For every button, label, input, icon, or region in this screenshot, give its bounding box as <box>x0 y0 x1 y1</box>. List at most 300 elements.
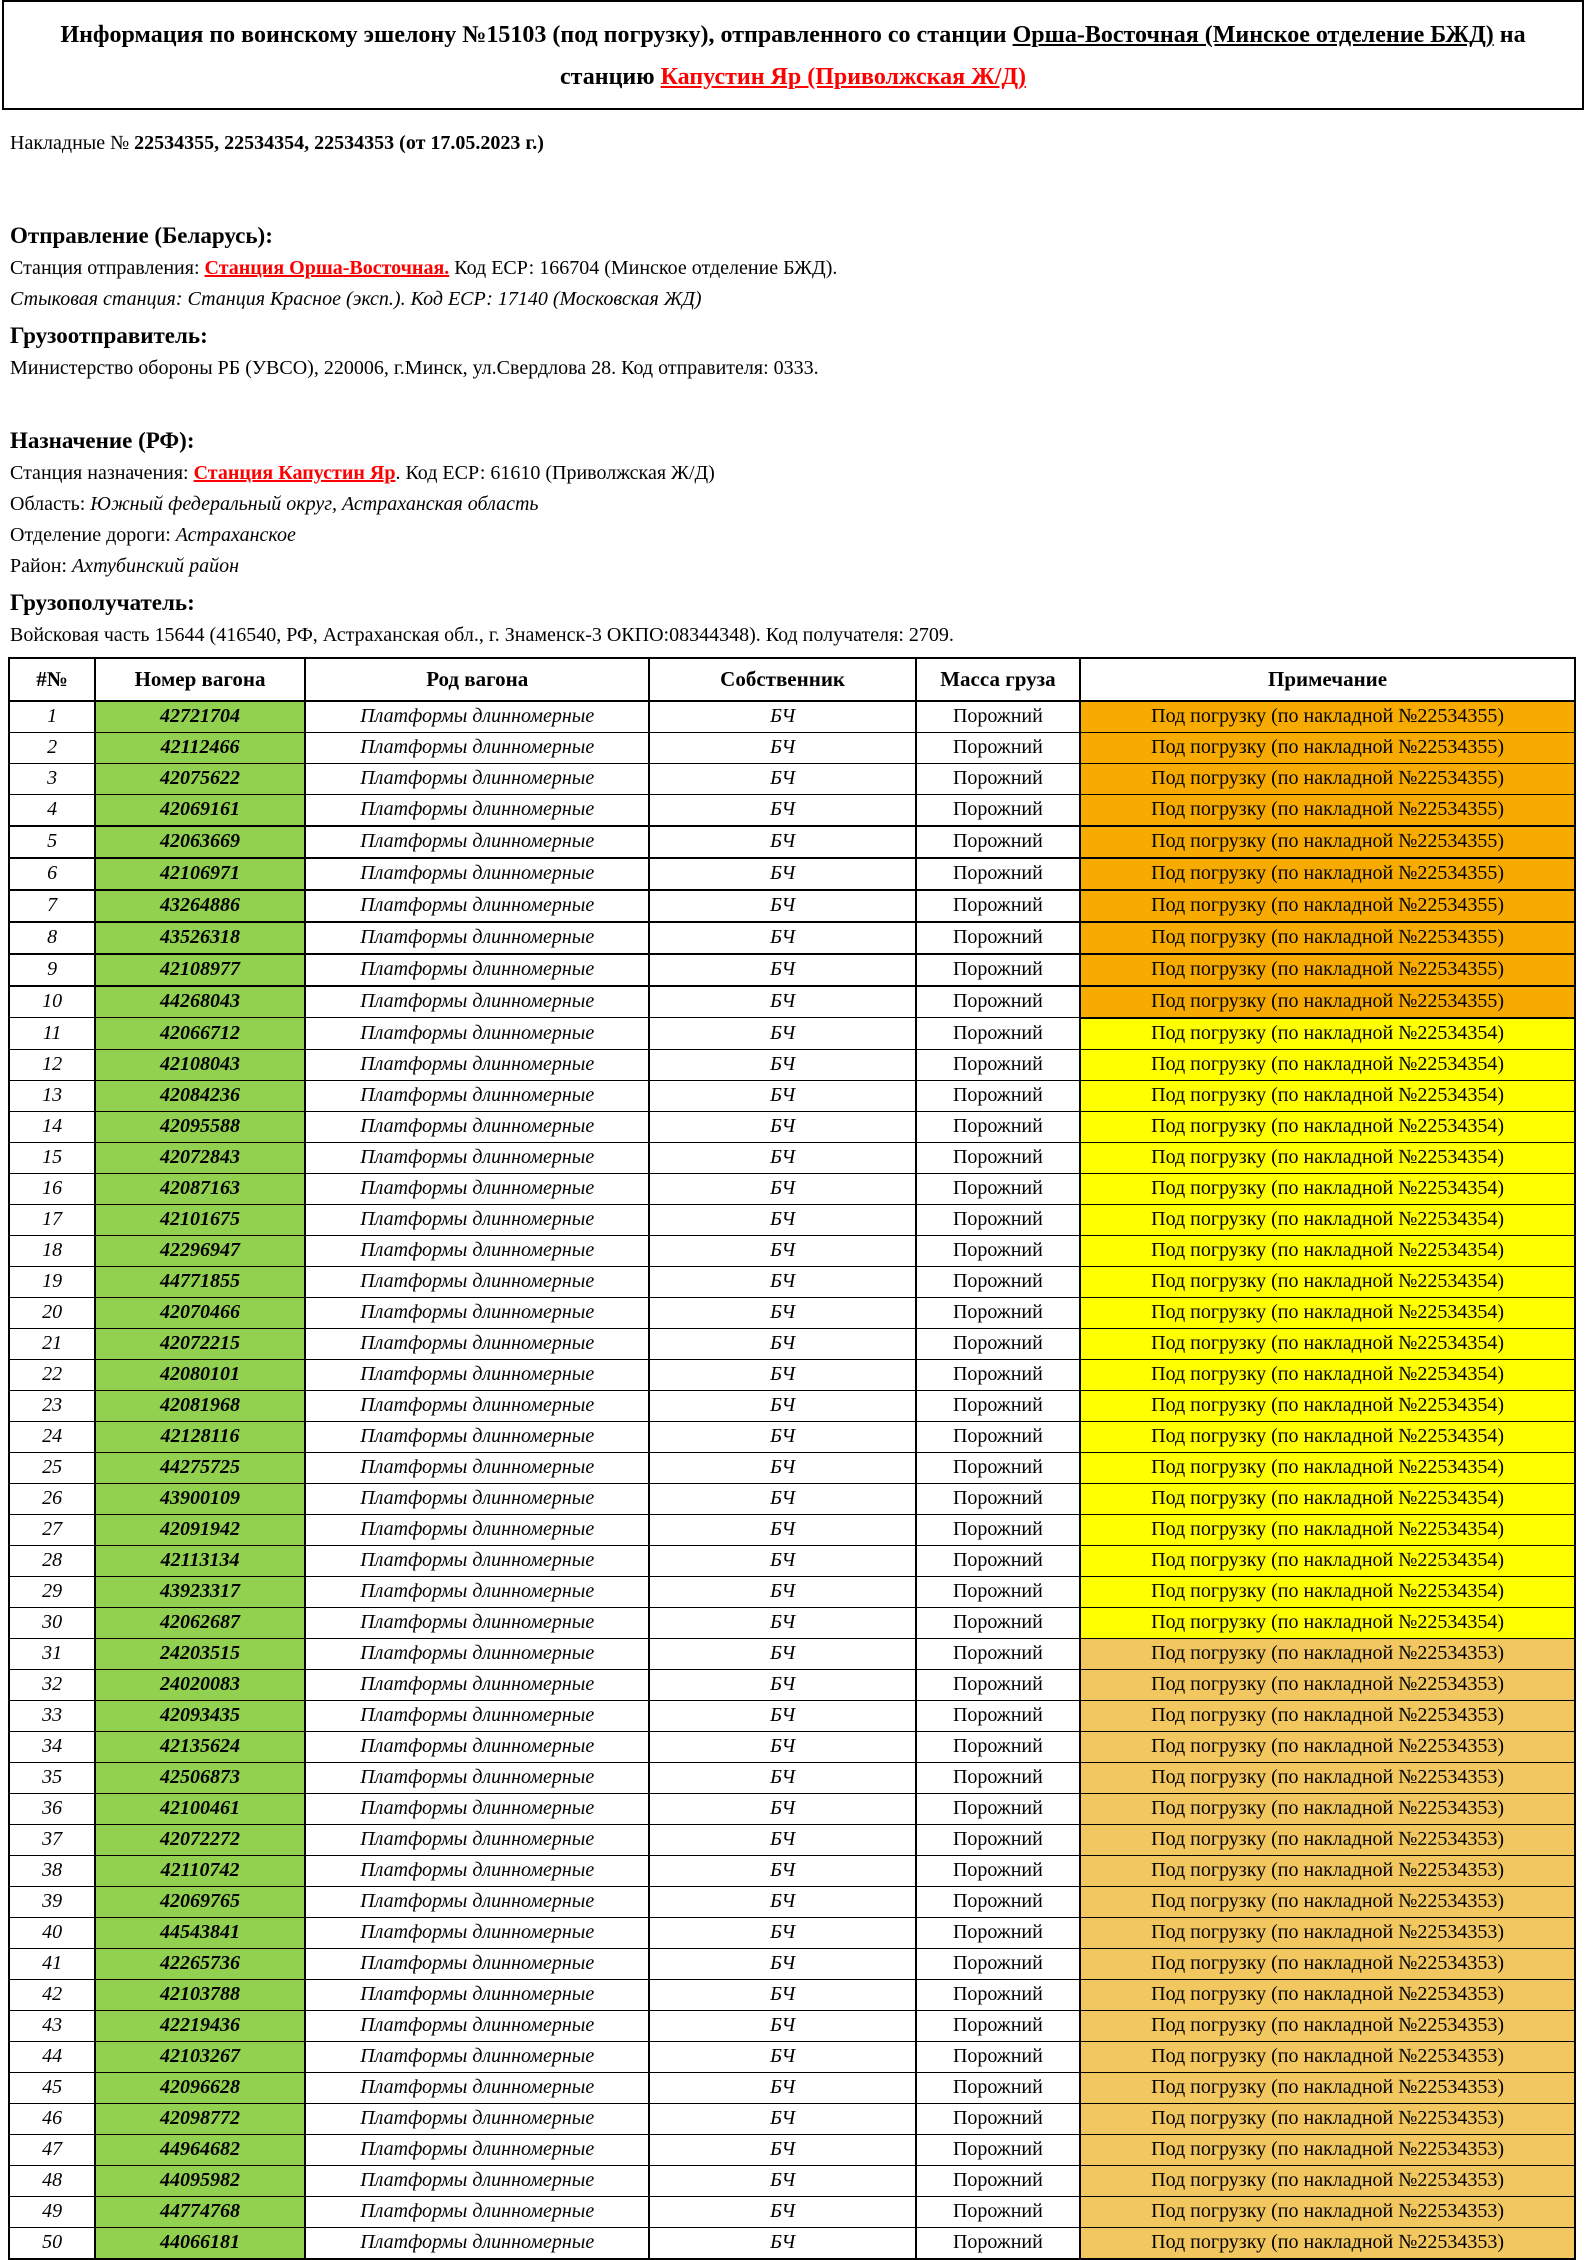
cell-num: 2 <box>9 732 95 763</box>
cell-wagon: 42080101 <box>95 1359 305 1390</box>
cell-mass: Порожний <box>916 1483 1080 1514</box>
wagon-table <box>8 657 1576 2260</box>
table-row <box>9 1328 1575 1359</box>
cell-wagon: 44095982 <box>95 2165 305 2196</box>
cell-note: Под погрузку (по накладной №22534353) <box>1080 1979 1575 2010</box>
table-row <box>9 1018 1575 1050</box>
table-row <box>9 826 1575 858</box>
cell-kind: Платформы длинномерные <box>305 1111 650 1142</box>
cell-wagon: 42098772 <box>95 2103 305 2134</box>
cell-wagon: 42066712 <box>95 1018 305 1050</box>
departure-station-label: Станция отправления: <box>10 256 205 279</box>
document-body <box>0 110 1586 651</box>
cell-note: Под погрузку (по накладной №22534353) <box>1080 1855 1575 1886</box>
cell-wagon: 44964682 <box>95 2134 305 2165</box>
cell-mass: Порожний <box>916 1204 1080 1235</box>
cell-note: Под погрузку (по накладной №22534354) <box>1080 1514 1575 1545</box>
cell-owner: БЧ <box>649 2134 915 2165</box>
cell-note: Под погрузку (по накладной №22534353) <box>1080 2134 1575 2165</box>
cell-kind: Платформы длинномерные <box>305 1700 650 1731</box>
cell-note: Под погрузку (по накладной №22534354) <box>1080 1328 1575 1359</box>
departure-station-details: Код ЕСР: 166704 (Минское отделение БЖД). <box>449 256 838 279</box>
destination-station-name: Станция Капустин Яр <box>193 461 396 484</box>
cell-kind: Платформы длинномерные <box>305 1948 650 1979</box>
cell-mass: Порожний <box>916 2010 1080 2041</box>
cell-owner: БЧ <box>649 1204 915 1235</box>
cell-wagon: 42100461 <box>95 1793 305 1824</box>
column-header: Номер вагона <box>95 658 305 701</box>
table-row <box>9 1762 1575 1793</box>
table-row <box>9 1142 1575 1173</box>
cell-kind: Платформы длинномерные <box>305 794 650 826</box>
departure-heading: Отправление (Беларусь): <box>10 223 273 248</box>
cell-kind: Платформы длинномерные <box>305 2103 650 2134</box>
cell-note: Под погрузку (по накладной №22534354) <box>1080 1235 1575 1266</box>
cell-note: Под погрузку (по накладной №22534353) <box>1080 1700 1575 1731</box>
table-row <box>9 701 1575 733</box>
cell-owner: БЧ <box>649 1049 915 1080</box>
cell-owner: БЧ <box>649 1452 915 1483</box>
cell-num: 20 <box>9 1297 95 1328</box>
table-row <box>9 1576 1575 1607</box>
table-row <box>9 1886 1575 1917</box>
cell-owner: БЧ <box>649 1173 915 1204</box>
cell-note: Под погрузку (по накладной №22534355) <box>1080 763 1575 794</box>
cell-note: Под погрузку (по накладной №22534354) <box>1080 1359 1575 1390</box>
cell-owner: БЧ <box>649 794 915 826</box>
cell-note: Под погрузку (по накладной №22534353) <box>1080 2196 1575 2227</box>
cell-num: 34 <box>9 1731 95 1762</box>
cell-num: 16 <box>9 1173 95 1204</box>
cell-owner: БЧ <box>649 1700 915 1731</box>
cell-num: 18 <box>9 1235 95 1266</box>
cell-kind: Платформы длинномерные <box>305 1793 650 1824</box>
cell-wagon: 42072272 <box>95 1824 305 1855</box>
cell-wagon: 42219436 <box>95 2010 305 2041</box>
cell-note: Под погрузку (по накладной №22534353) <box>1080 2072 1575 2103</box>
cell-mass: Порожний <box>916 1142 1080 1173</box>
cell-wagon: 42108043 <box>95 1049 305 1080</box>
shipper-details: Министерство обороны РБ (УВСО), 220006, г.Минск, ул.Свердлова 28. Код отправителя: 0333. <box>10 356 819 379</box>
table-row <box>9 1452 1575 1483</box>
cell-mass: Порожний <box>916 1607 1080 1638</box>
cell-wagon: 42721704 <box>95 701 305 733</box>
table-row <box>9 1111 1575 1142</box>
cell-kind: Платформы длинномерные <box>305 1421 650 1452</box>
document-title <box>2 0 1584 110</box>
division-line <box>10 520 1576 551</box>
cell-wagon: 24203515 <box>95 1638 305 1669</box>
cell-wagon: 44066181 <box>95 2227 305 2259</box>
cell-kind: Платформы длинномерные <box>305 2165 650 2196</box>
cell-kind: Платформы длинномерные <box>305 2134 650 2165</box>
table-row <box>9 1483 1575 1514</box>
table-row <box>9 1607 1575 1638</box>
cell-owner: БЧ <box>649 1731 915 1762</box>
cell-kind: Платформы длинномерные <box>305 1762 650 1793</box>
cell-owner: БЧ <box>649 1638 915 1669</box>
cell-mass: Порожний <box>916 2072 1080 2103</box>
cell-note: Под погрузку (по накладной №22534354) <box>1080 1173 1575 1204</box>
table-row <box>9 1700 1575 1731</box>
cell-note: Под погрузку (по накладной №22534355) <box>1080 794 1575 826</box>
departure-station-line <box>10 253 1576 284</box>
cell-mass: Порожний <box>916 2134 1080 2165</box>
cell-wagon: 42070466 <box>95 1297 305 1328</box>
table-row <box>9 1359 1575 1390</box>
cell-mass: Порожний <box>916 2103 1080 2134</box>
cell-mass: Порожний <box>916 1297 1080 1328</box>
cell-mass: Порожний <box>916 1545 1080 1576</box>
cell-kind: Платформы длинномерные <box>305 954 650 986</box>
table-row <box>9 732 1575 763</box>
cell-note: Под погрузку (по накладной №22534355) <box>1080 954 1575 986</box>
cell-owner: БЧ <box>649 1297 915 1328</box>
cell-kind: Платформы длинномерные <box>305 1917 650 1948</box>
cell-wagon: 42106971 <box>95 858 305 890</box>
cell-wagon: 42108977 <box>95 954 305 986</box>
cell-note: Под погрузку (по накладной №22534355) <box>1080 701 1575 733</box>
cell-num: 41 <box>9 1948 95 1979</box>
waybills-line <box>10 128 1576 159</box>
cell-kind: Платформы длинномерные <box>305 1328 650 1359</box>
cell-num: 40 <box>9 1917 95 1948</box>
cell-note: Под погрузку (по накладной №22534354) <box>1080 1483 1575 1514</box>
cell-kind: Платформы длинномерные <box>305 1235 650 1266</box>
table-row <box>9 1080 1575 1111</box>
cell-mass: Порожний <box>916 858 1080 890</box>
district-line <box>10 551 1576 582</box>
cell-mass: Порожний <box>916 1762 1080 1793</box>
cell-wagon: 42095588 <box>95 1111 305 1142</box>
cell-owner: БЧ <box>649 1824 915 1855</box>
cell-wagon: 44543841 <box>95 1917 305 1948</box>
table-row <box>9 986 1575 1018</box>
cell-mass: Порожний <box>916 2196 1080 2227</box>
cell-mass: Порожний <box>916 1824 1080 1855</box>
table-row <box>9 2010 1575 2041</box>
column-header: Примечание <box>1080 658 1575 701</box>
cell-note: Под погрузку (по накладной №22534354) <box>1080 1049 1575 1080</box>
table-row <box>9 922 1575 954</box>
cell-mass: Порожний <box>916 1700 1080 1731</box>
table-row <box>9 954 1575 986</box>
cell-num: 44 <box>9 2041 95 2072</box>
cell-wagon: 42072843 <box>95 1142 305 1173</box>
table-row <box>9 1917 1575 1948</box>
cell-mass: Порожний <box>916 1979 1080 2010</box>
cell-note: Под погрузку (по накладной №22534353) <box>1080 2227 1575 2259</box>
cell-note: Под погрузку (по накладной №22534354) <box>1080 1204 1575 1235</box>
table-row <box>9 2072 1575 2103</box>
cell-owner: БЧ <box>649 1266 915 1297</box>
destination-heading: Назначение (РФ): <box>10 427 195 453</box>
consignee-heading: Грузополучатель: <box>10 589 195 615</box>
cell-kind: Платформы длинномерные <box>305 1545 650 1576</box>
cell-owner: БЧ <box>649 1328 915 1359</box>
cell-owner: БЧ <box>649 826 915 858</box>
cell-num: 50 <box>9 2227 95 2259</box>
cell-kind: Платформы длинномерные <box>305 732 650 763</box>
cell-kind: Платформы длинномерные <box>305 1359 650 1390</box>
table-row <box>9 1979 1575 2010</box>
table-row <box>9 794 1575 826</box>
cell-num: 23 <box>9 1390 95 1421</box>
cell-mass: Порожний <box>916 1080 1080 1111</box>
cell-note: Под погрузку (по накладной №22534354) <box>1080 1390 1575 1421</box>
cell-mass: Порожний <box>916 794 1080 826</box>
table-row <box>9 1669 1575 1700</box>
cell-num: 14 <box>9 1111 95 1142</box>
cell-kind: Платформы длинномерные <box>305 1576 650 1607</box>
cell-owner: БЧ <box>649 1142 915 1173</box>
cell-note: Под погрузку (по накладной №22534353) <box>1080 2010 1575 2041</box>
cell-owner: БЧ <box>649 1359 915 1390</box>
cell-wagon: 24020083 <box>95 1669 305 1700</box>
table-row <box>9 1421 1575 1452</box>
cell-wagon: 42081968 <box>95 1390 305 1421</box>
cell-owner: БЧ <box>649 2072 915 2103</box>
cell-note: Под погрузку (по накладной №22534353) <box>1080 1762 1575 1793</box>
cell-mass: Порожний <box>916 1514 1080 1545</box>
cell-mass: Порожний <box>916 922 1080 954</box>
cell-mass: Порожний <box>916 701 1080 733</box>
cell-kind: Платформы длинномерные <box>305 858 650 890</box>
table-row <box>9 1173 1575 1204</box>
cell-num: 19 <box>9 1266 95 1297</box>
departure-station-name: Станция Орша-Восточная. <box>204 256 450 279</box>
table-row <box>9 1638 1575 1669</box>
cell-num: 47 <box>9 2134 95 2165</box>
cell-wagon: 44774768 <box>95 2196 305 2227</box>
cell-mass: Порожний <box>916 1793 1080 1824</box>
cell-kind: Платформы длинномерные <box>305 986 650 1018</box>
cell-note: Под погрузку (по накладной №22534353) <box>1080 1917 1575 1948</box>
cell-num: 15 <box>9 1142 95 1173</box>
cell-kind: Платформы длинномерные <box>305 1173 650 1204</box>
cell-wagon: 42096628 <box>95 2072 305 2103</box>
table-row <box>9 1855 1575 1886</box>
cell-num: 11 <box>9 1018 95 1050</box>
table-row <box>9 1731 1575 1762</box>
cell-wagon: 43900109 <box>95 1483 305 1514</box>
cell-note: Под погрузку (по накладной №22534353) <box>1080 2103 1575 2134</box>
cell-mass: Порожний <box>916 1235 1080 1266</box>
table-row <box>9 858 1575 890</box>
cell-kind: Платформы длинномерные <box>305 2072 650 2103</box>
table-row <box>9 1266 1575 1297</box>
cell-note: Под погрузку (по накладной №22534354) <box>1080 1576 1575 1607</box>
cell-mass: Порожний <box>916 1948 1080 1979</box>
cell-num: 33 <box>9 1700 95 1731</box>
cell-num: 49 <box>9 2196 95 2227</box>
cell-kind: Платформы длинномерные <box>305 890 650 922</box>
cell-owner: БЧ <box>649 1979 915 2010</box>
cell-owner: БЧ <box>649 890 915 922</box>
cell-num: 9 <box>9 954 95 986</box>
cell-wagon: 42063669 <box>95 826 305 858</box>
cell-note: Под погрузку (по накладной №22534353) <box>1080 1669 1575 1700</box>
cell-kind: Платформы длинномерные <box>305 2041 650 2072</box>
shipper-heading: Грузоотправитель: <box>10 322 208 348</box>
cell-note: Под погрузку (по накладной №22534355) <box>1080 922 1575 954</box>
cell-owner: БЧ <box>649 2227 915 2259</box>
cell-mass: Порожний <box>916 1421 1080 1452</box>
cell-wagon: 42084236 <box>95 1080 305 1111</box>
cell-kind: Платформы длинномерные <box>305 922 650 954</box>
cell-kind: Платформы длинномерные <box>305 1080 650 1111</box>
cell-wagon: 44771855 <box>95 1266 305 1297</box>
title-text-middle: на станцию <box>560 22 1526 90</box>
table-row <box>9 1049 1575 1080</box>
cell-mass: Порожний <box>916 763 1080 794</box>
table-row <box>9 1390 1575 1421</box>
column-header: Род вагона <box>305 658 650 701</box>
cell-kind: Платформы длинномерные <box>305 1049 650 1080</box>
cell-mass: Порожний <box>916 954 1080 986</box>
table-row <box>9 1297 1575 1328</box>
table-row <box>9 2041 1575 2072</box>
cell-owner: БЧ <box>649 1576 915 1607</box>
destination-station-line <box>10 458 1576 489</box>
cell-note: Под погрузку (по накладной №22534355) <box>1080 890 1575 922</box>
cell-num: 8 <box>9 922 95 954</box>
cell-owner: БЧ <box>649 922 915 954</box>
cell-num: 30 <box>9 1607 95 1638</box>
cell-note: Под погрузку (по накладной №22534354) <box>1080 1018 1575 1050</box>
cell-mass: Порожний <box>916 2227 1080 2259</box>
cell-owner: БЧ <box>649 701 915 733</box>
cell-wagon: 43526318 <box>95 922 305 954</box>
cell-kind: Платформы длинномерные <box>305 1607 650 1638</box>
cell-note: Под погрузку (по накладной №22534353) <box>1080 1886 1575 1917</box>
cell-wagon: 42113134 <box>95 1545 305 1576</box>
cell-wagon: 44268043 <box>95 986 305 1018</box>
cell-owner: БЧ <box>649 1917 915 1948</box>
district-value: Ахтубинский район <box>71 554 240 577</box>
cell-mass: Порожний <box>916 1576 1080 1607</box>
cell-mass: Порожний <box>916 1173 1080 1204</box>
cell-wagon: 42069765 <box>95 1886 305 1917</box>
cell-owner: БЧ <box>649 1607 915 1638</box>
table-row <box>9 1235 1575 1266</box>
division-value: Астраханское <box>175 523 296 546</box>
cell-kind: Платформы длинномерные <box>305 1731 650 1762</box>
table-row <box>9 1545 1575 1576</box>
destination-station-details: . Код ЕСР: 61610 (Приволжская Ж/Д) <box>395 461 715 484</box>
title-destination-station: Капустин Яр (Приволжская Ж/Д) <box>660 64 1026 90</box>
cell-owner: БЧ <box>649 986 915 1018</box>
cell-owner: БЧ <box>649 1111 915 1142</box>
cell-mass: Порожний <box>916 1731 1080 1762</box>
table-row <box>9 2196 1575 2227</box>
cell-owner: БЧ <box>649 2041 915 2072</box>
cell-num: 1 <box>9 701 95 733</box>
cell-num: 45 <box>9 2072 95 2103</box>
cell-num: 37 <box>9 1824 95 1855</box>
region-value: Южный федеральный округ, Астраханская область <box>90 492 539 515</box>
cell-wagon: 42128116 <box>95 1421 305 1452</box>
cell-owner: БЧ <box>649 1390 915 1421</box>
cell-kind: Платформы длинномерные <box>305 1452 650 1483</box>
cell-num: 28 <box>9 1545 95 1576</box>
cell-mass: Порожний <box>916 986 1080 1018</box>
cell-wagon: 42075622 <box>95 763 305 794</box>
cell-owner: БЧ <box>649 1235 915 1266</box>
cell-note: Под погрузку (по накладной №22534354) <box>1080 1297 1575 1328</box>
cell-mass: Порожний <box>916 2165 1080 2196</box>
cell-mass: Порожний <box>916 1390 1080 1421</box>
cell-mass: Порожний <box>916 1111 1080 1142</box>
cell-kind: Платформы длинномерные <box>305 1266 650 1297</box>
cell-kind: Платформы длинномерные <box>305 1979 650 2010</box>
cell-num: 6 <box>9 858 95 890</box>
cell-wagon: 42093435 <box>95 1700 305 1731</box>
cell-note: Под погрузку (по накладной №22534355) <box>1080 858 1575 890</box>
cell-num: 17 <box>9 1204 95 1235</box>
cell-kind: Платформы длинномерные <box>305 2227 650 2259</box>
cell-num: 25 <box>9 1452 95 1483</box>
cell-note: Под погрузку (по накладной №22534355) <box>1080 732 1575 763</box>
cell-num: 27 <box>9 1514 95 1545</box>
cell-mass: Порожний <box>916 1638 1080 1669</box>
cell-kind: Платформы длинномерные <box>305 1514 650 1545</box>
cell-num: 3 <box>9 763 95 794</box>
cell-num: 31 <box>9 1638 95 1669</box>
cell-num: 39 <box>9 1886 95 1917</box>
district-label: Район: <box>10 554 72 577</box>
cell-wagon: 42103788 <box>95 1979 305 2010</box>
cell-note: Под погрузку (по накладной №22534354) <box>1080 1080 1575 1111</box>
cell-kind: Платформы длинномерные <box>305 2010 650 2041</box>
cell-kind: Платформы длинномерные <box>305 2196 650 2227</box>
division-label: Отделение дороги: <box>10 523 176 546</box>
cell-kind: Платформы длинномерные <box>305 826 650 858</box>
table-row <box>9 890 1575 922</box>
cell-wagon: 42072215 <box>95 1328 305 1359</box>
cell-num: 4 <box>9 794 95 826</box>
cell-note: Под погрузку (по накладной №22534353) <box>1080 2041 1575 2072</box>
cell-owner: БЧ <box>649 1669 915 1700</box>
cell-kind: Платформы длинномерные <box>305 1297 650 1328</box>
cell-note: Под погрузку (по накладной №22534354) <box>1080 1266 1575 1297</box>
cell-note: Под погрузку (по накладной №22534353) <box>1080 1948 1575 1979</box>
cell-wagon: 42062687 <box>95 1607 305 1638</box>
cell-mass: Порожний <box>916 1328 1080 1359</box>
cell-mass: Порожний <box>916 890 1080 922</box>
destination-station-label: Станция назначения: <box>10 461 194 484</box>
region-line <box>10 489 1576 520</box>
cell-wagon: 42135624 <box>95 1731 305 1762</box>
cell-mass: Порожний <box>916 1917 1080 1948</box>
cell-note: Под погрузку (по накладной №22534353) <box>1080 1638 1575 1669</box>
cell-kind: Платформы длинномерные <box>305 1855 650 1886</box>
cell-owner: БЧ <box>649 1483 915 1514</box>
cell-num: 5 <box>9 826 95 858</box>
cell-mass: Порожний <box>916 1886 1080 1917</box>
cell-num: 38 <box>9 1855 95 1886</box>
cell-kind: Платформы длинномерные <box>305 1669 650 1700</box>
waybills-numbers: 22534355, 22534354, 22534353 (от 17.05.2023 г.) <box>134 132 544 154</box>
cell-owner: БЧ <box>649 2010 915 2041</box>
cell-num: 24 <box>9 1421 95 1452</box>
cell-mass: Порожний <box>916 2041 1080 2072</box>
table-row <box>9 1824 1575 1855</box>
cell-num: 21 <box>9 1328 95 1359</box>
cell-owner: БЧ <box>649 1886 915 1917</box>
cell-wagon: 42265736 <box>95 1948 305 1979</box>
cell-note: Под погрузку (по накладной №22534353) <box>1080 2165 1575 2196</box>
